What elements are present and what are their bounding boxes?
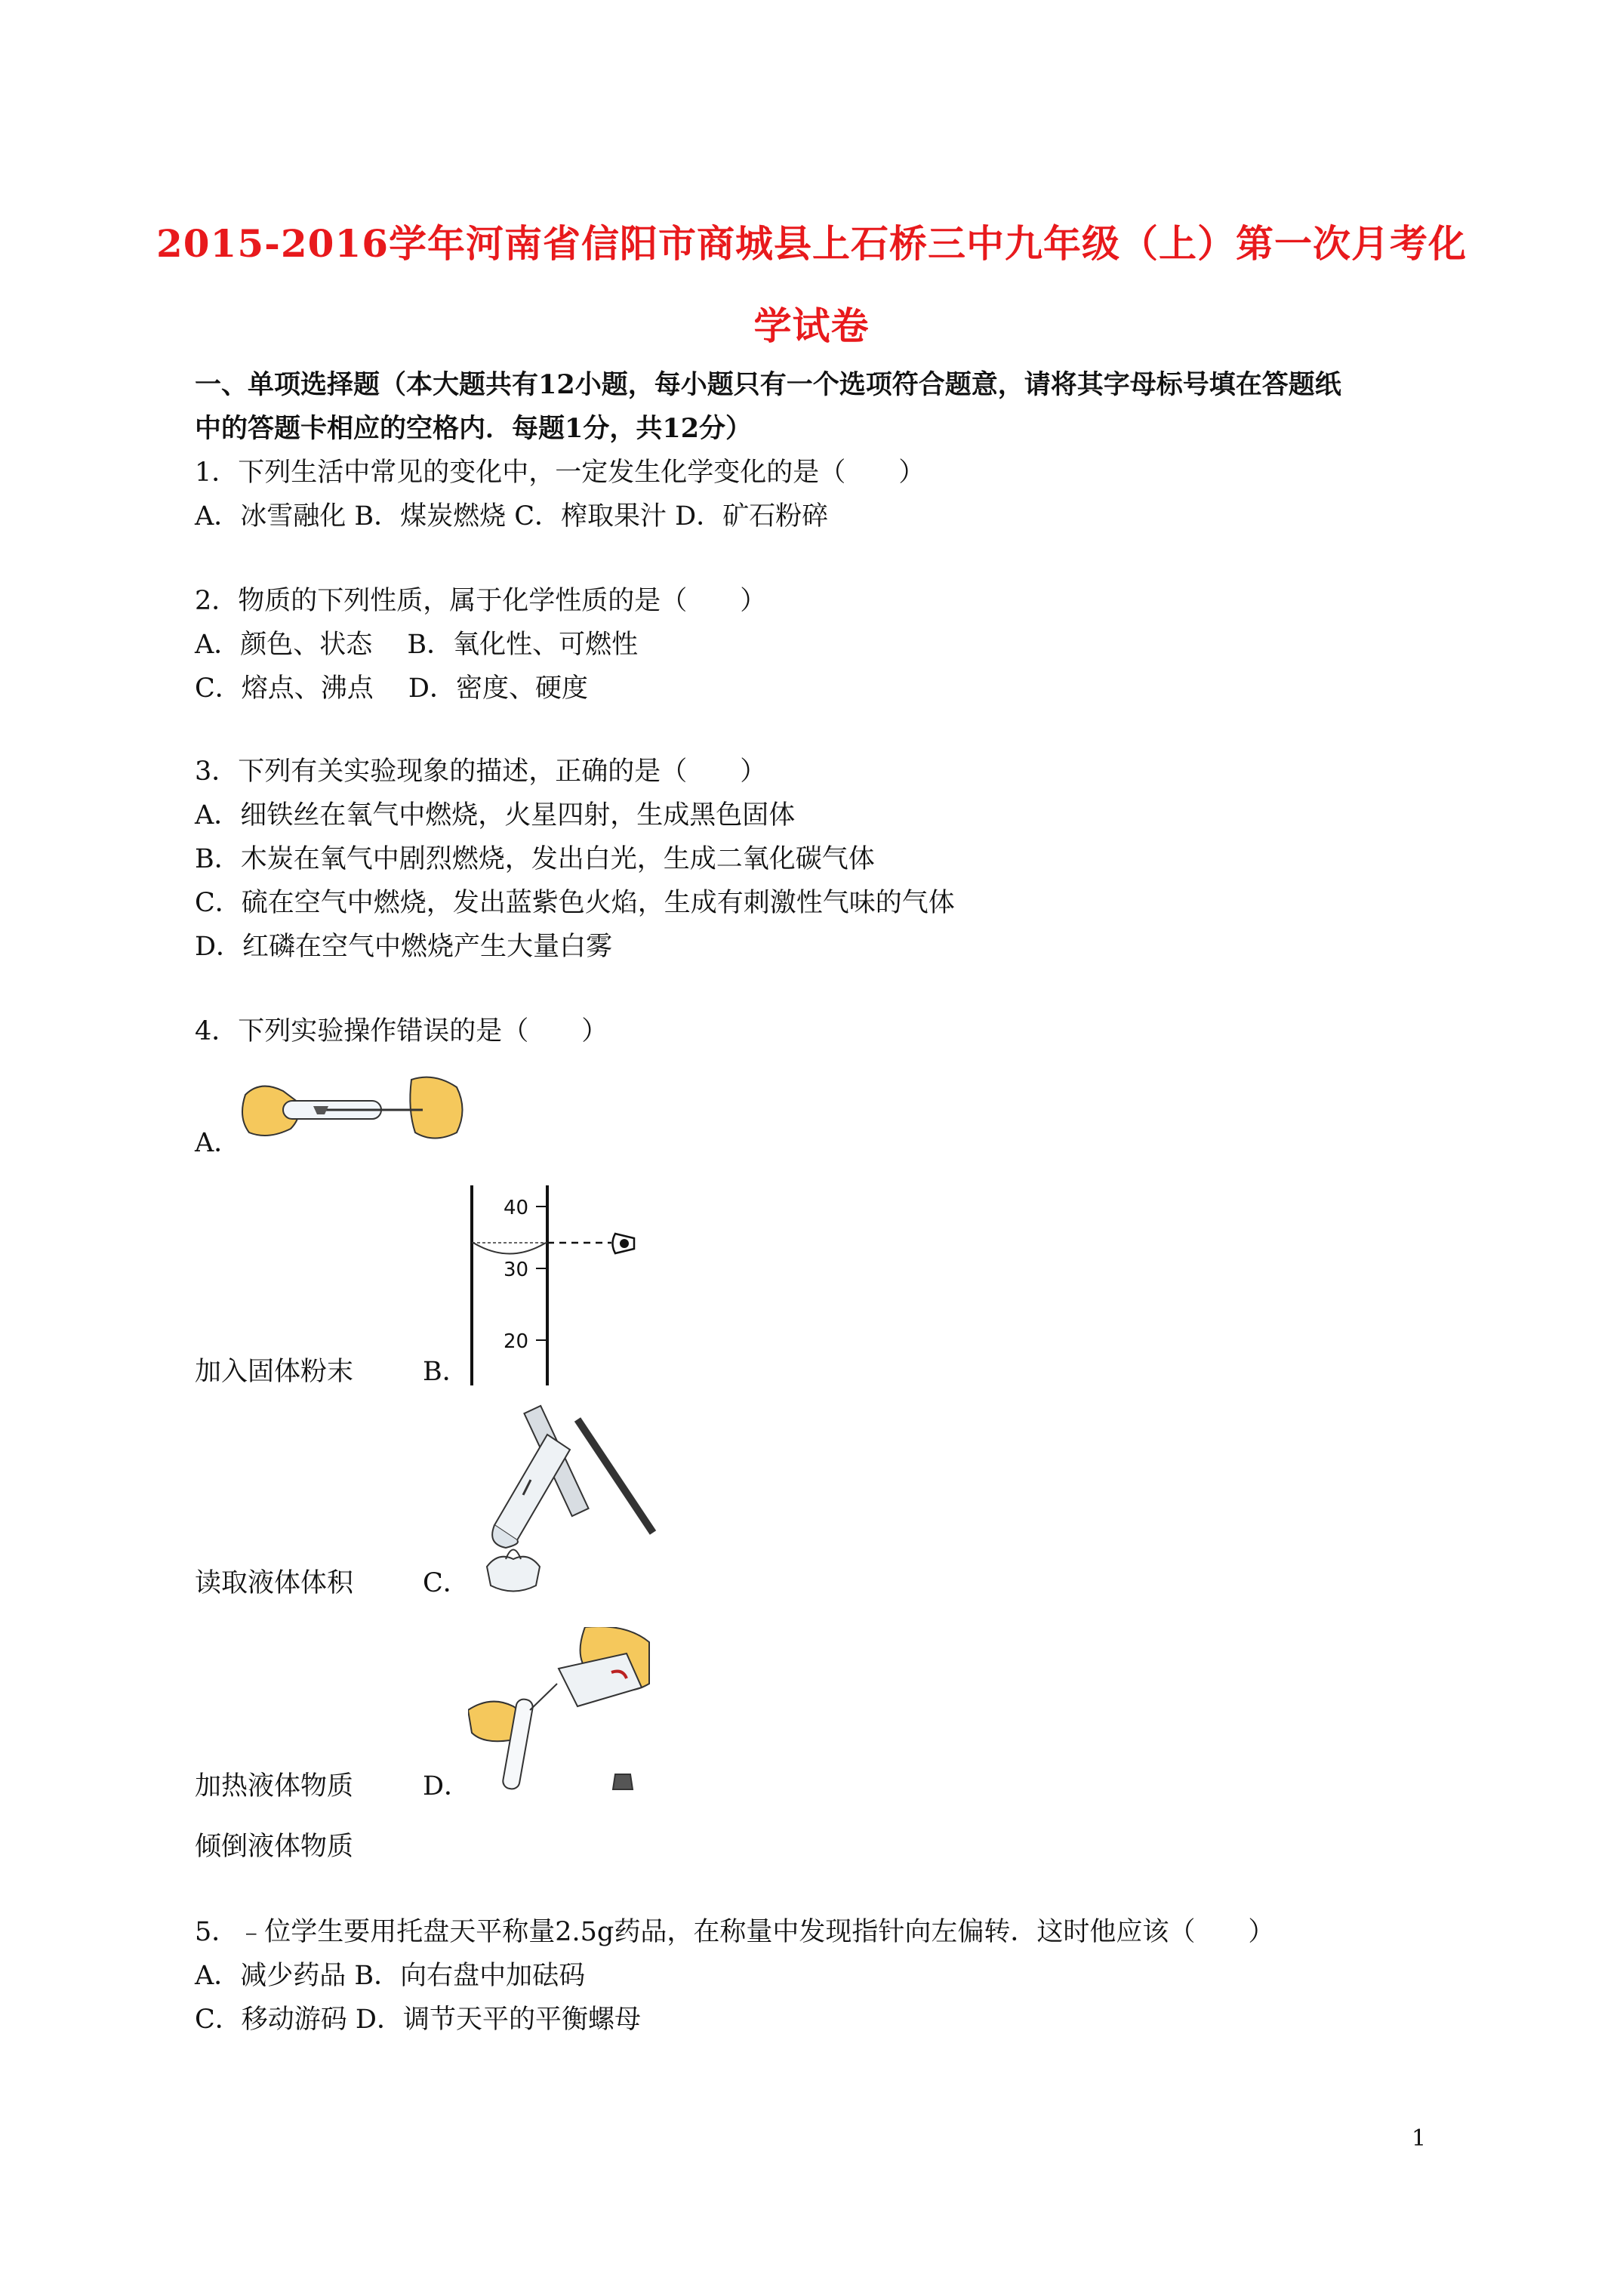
q2-options-cd: C．熔点、沸点 D．密度、硬度	[195, 673, 588, 704]
q2-options-ab: A．颜色、状态 B．氧化性、可燃性	[195, 630, 639, 660]
q3-option-d: D．红磷在空气中燃烧产生大量白雾	[195, 932, 613, 962]
graduated-cylinder-figure	[464, 1185, 645, 1385]
cylinder-tick-40: 40	[504, 1197, 529, 1219]
q4-stem: 4．下列实验操作错误的是（ ）	[195, 1016, 608, 1046]
q4-option-d-caption: 倾倒液体物质	[195, 1832, 354, 1862]
section-heading-line2: 中的答题卡相应的空格内．每题1分，共12分）	[195, 413, 753, 444]
q1-stem: 1．下列生活中常见的变化中，一定发生化学变化的是（ ）	[195, 458, 925, 488]
q5-options-cd: C．移动游码 D．调节天平的平衡螺母	[195, 2005, 641, 2035]
powder-adding-figure	[238, 1065, 472, 1151]
exam-title-line2: 学试卷	[753, 304, 870, 348]
q3-option-a: A．细铁丝在氧气中燃烧，火星四射，生成黑色固体	[195, 800, 796, 831]
q4-option-b-caption: 读取液体体积	[195, 1568, 354, 1598]
q5-stem: 5．﹣位学生要用托盘天平称量2.5g药品，在称量中发现指针向左偏转．这时他应该（ ）	[195, 1917, 1275, 1947]
q4-option-a-caption: 加入固体粉末	[195, 1357, 354, 1387]
q3-option-b: B．木炭在氧气中剧烈燃烧，发出白光，生成二氧化碳气体	[195, 844, 875, 874]
page-number: 1	[1412, 2125, 1427, 2152]
heating-test-tube-figure	[472, 1404, 661, 1601]
pouring-liquid-figure	[468, 1627, 657, 1797]
q2-stem: 2．物质的下列性质，属于化学性质的是（ ）	[195, 586, 767, 616]
cylinder-tick-20: 20	[504, 1330, 529, 1353]
q3-option-c: C．硫在空气中燃烧，发出蓝紫色火焰，生成有刺激性气味的气体	[195, 888, 955, 918]
cylinder-tick-30: 30	[504, 1259, 529, 1281]
q1-options: A．冰雪融化 B．煤炭燃烧 C．榨取果汁 D．矿石粉碎	[195, 501, 829, 532]
q5-options-ab: A．减少药品 B．向右盘中加砝码	[195, 1961, 586, 1991]
q4-option-c-caption: 加热液体物质	[195, 1771, 354, 1801]
q4-option-d-label: D．	[423, 1771, 471, 1801]
q4-option-b-label: B．	[423, 1357, 469, 1387]
q4-option-c-label: C．	[423, 1568, 470, 1598]
exam-title-line1: 2015-2016学年河南省信阳市商城县上石桥三中九年级（上）第一次月考化	[156, 221, 1467, 266]
q4-option-a-label: A．	[195, 1128, 241, 1158]
section-heading-line1: 一、单项选择题（本大题共有12小题，每小题只有一个选项符合题意，请将其字母标号填在答题纸	[195, 369, 1341, 400]
q3-stem: 3．下列有关实验现象的描述，正确的是（ ）	[195, 757, 767, 787]
